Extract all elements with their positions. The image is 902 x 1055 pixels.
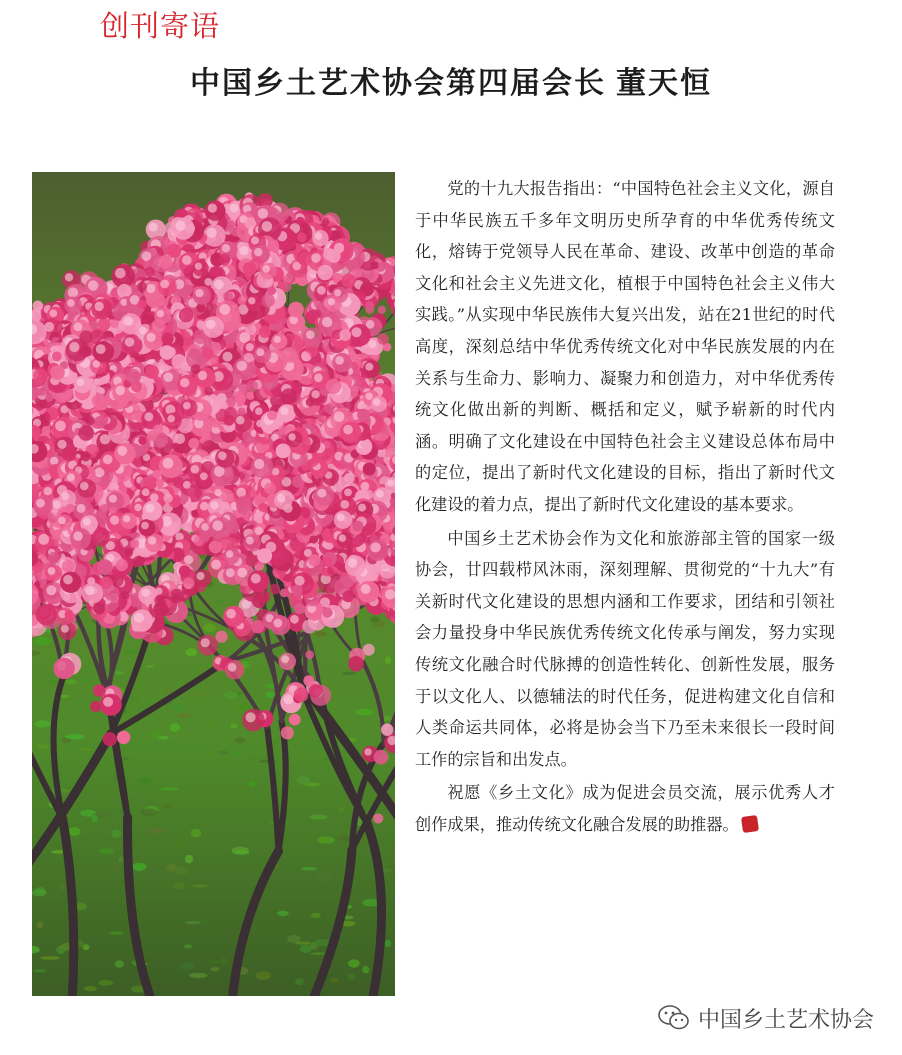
page-title (0, 62, 902, 106)
wechat-icon (656, 1000, 692, 1036)
article-paragraph-1: 党的十九大报告指出：“中国特色社会主义文化，源自于中华民族五千多年文明历史所孕育的中华优秀传统文化，熔铸于党领导人民在革命、建设、改革中创造的革命文化和社会主义先进文化，植根于中国特色社会主义伟大实践。”从实现中华民族伟大复兴出发，站在21世纪的时代高度，深刻总结中华优秀传统文化对中华民族发展的内在关系与生命力、影响力、凝聚力和创造力，对中华优秀传统文化做出新的判断、概括和定义，赋予崭新的时代内涵。明确了文化建设在中国特色社会主义建设总体布局中的定位，提出了新时代文化建设的目标，指出了新时代文化建设的着力点，提出了新时代文化建设的基本要求。 (415, 179, 835, 514)
article-body (415, 173, 835, 842)
headline-title: 中国乡土艺术协会第四届会长 (190, 66, 606, 101)
seal-icon (741, 815, 759, 833)
watermark-text: 中国乡土艺术协会 (697, 1007, 874, 1033)
article-paragraph-3 (415, 777, 835, 840)
watermark (656, 998, 874, 1038)
headline-author: 董天恒 (616, 66, 712, 101)
article-paragraph-3-text: 祝愿《乡土文化》成为促进会员交流，展示优秀人才创作成果，推动传统文化融合发展的助推器。 (415, 783, 835, 834)
blossom-photo (32, 172, 395, 996)
blossom-illustration (32, 172, 395, 996)
section-label: 创刊寄语 (100, 9, 221, 43)
article-paragraph-2: 中国乡土艺术协会作为文化和旅游部主管的国家一级协会，廿四载栉风沐雨，深刻理解、贯彻党的“十九大”有关新时代文化建设的思想内涵和工作要求，团结和引领社会力量投身中华民族优秀传统文化传承与阐发，努力实现传统文化融合时代脉搏的创造性转化、创新性发展，服务于以文化人、以德辅法的时代任务，促进构建文化自信和人类命运共同体，必将是协会当下乃至未来很长一段时间工作的宗旨和出发点。 (415, 528, 835, 769)
